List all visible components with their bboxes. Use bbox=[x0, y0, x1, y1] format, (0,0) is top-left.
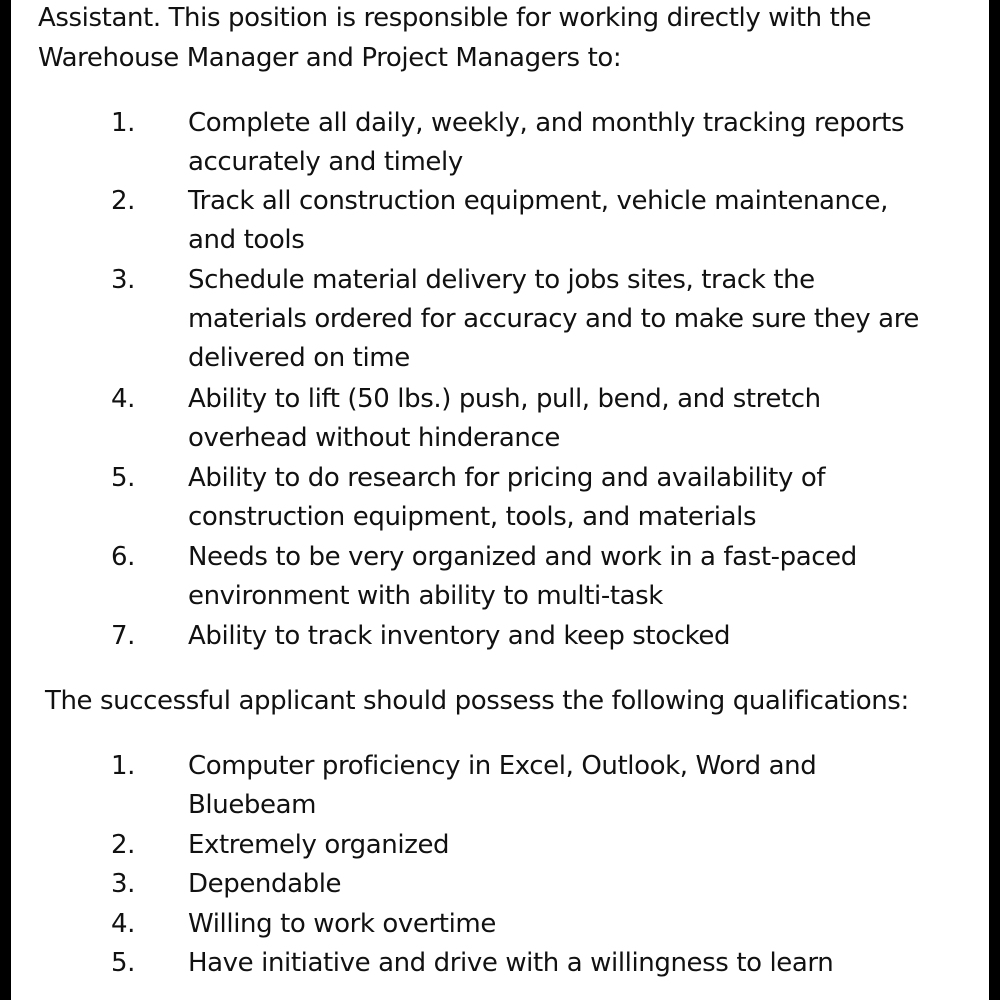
item-number: 4. bbox=[111, 384, 136, 414]
item-line: Extremely organized bbox=[188, 830, 450, 860]
item-number: 4. bbox=[111, 909, 136, 939]
item-number: 1. bbox=[111, 751, 136, 781]
item-line: Computer proficiency in Excel, Outlook, Word and bbox=[188, 751, 817, 781]
item-line: overhead without hinderance bbox=[188, 423, 560, 453]
item-line: Ability to do research for pricing and availability of bbox=[188, 463, 826, 493]
intro-line-2: Warehouse Manager and Project Managers to: bbox=[38, 43, 622, 73]
item-line: accurately and timely bbox=[188, 147, 463, 177]
item-line: Have initiative and drive with a willingness to learn bbox=[188, 948, 834, 978]
item-line: Willing to work overtime bbox=[188, 909, 496, 939]
item-number: 5. bbox=[111, 948, 136, 978]
item-line: Bluebeam bbox=[188, 790, 317, 820]
item-number: 7. bbox=[111, 621, 136, 651]
item-line: environment with ability to multi-task bbox=[188, 581, 663, 611]
item-number: 5. bbox=[111, 463, 136, 493]
item-line: Ability to lift (50 lbs.) push, pull, bend, and stretch bbox=[188, 384, 821, 414]
item-line: Needs to be very organized and work in a fast-paced bbox=[188, 542, 857, 572]
item-number: 3. bbox=[111, 869, 136, 899]
item-line: Track all construction equipment, vehicle maintenance, bbox=[188, 186, 888, 216]
item-line: and tools bbox=[188, 225, 305, 255]
item-number: 6. bbox=[111, 542, 136, 572]
document-page bbox=[11, 0, 989, 1000]
qualifications-heading: The successful applicant should possess the following qualifications: bbox=[45, 686, 909, 716]
item-line: Schedule material delivery to jobs sites, track the bbox=[188, 265, 815, 295]
item-line: Dependable bbox=[188, 869, 342, 899]
item-line: Ability to track inventory and keep stocked bbox=[188, 621, 731, 651]
item-number: 2. bbox=[111, 186, 136, 216]
item-line: construction equipment, tools, and materials bbox=[188, 502, 757, 532]
item-line: Complete all daily, weekly, and monthly tracking reports bbox=[188, 108, 905, 138]
item-line: materials ordered for accuracy and to make sure they are bbox=[188, 304, 920, 334]
item-number: 2. bbox=[111, 830, 136, 860]
intro-line-1: Assistant. This position is responsible for working directly with the bbox=[38, 3, 872, 33]
item-number: 1. bbox=[111, 108, 136, 138]
item-line: delivered on time bbox=[188, 343, 410, 373]
item-number: 3. bbox=[111, 265, 136, 295]
